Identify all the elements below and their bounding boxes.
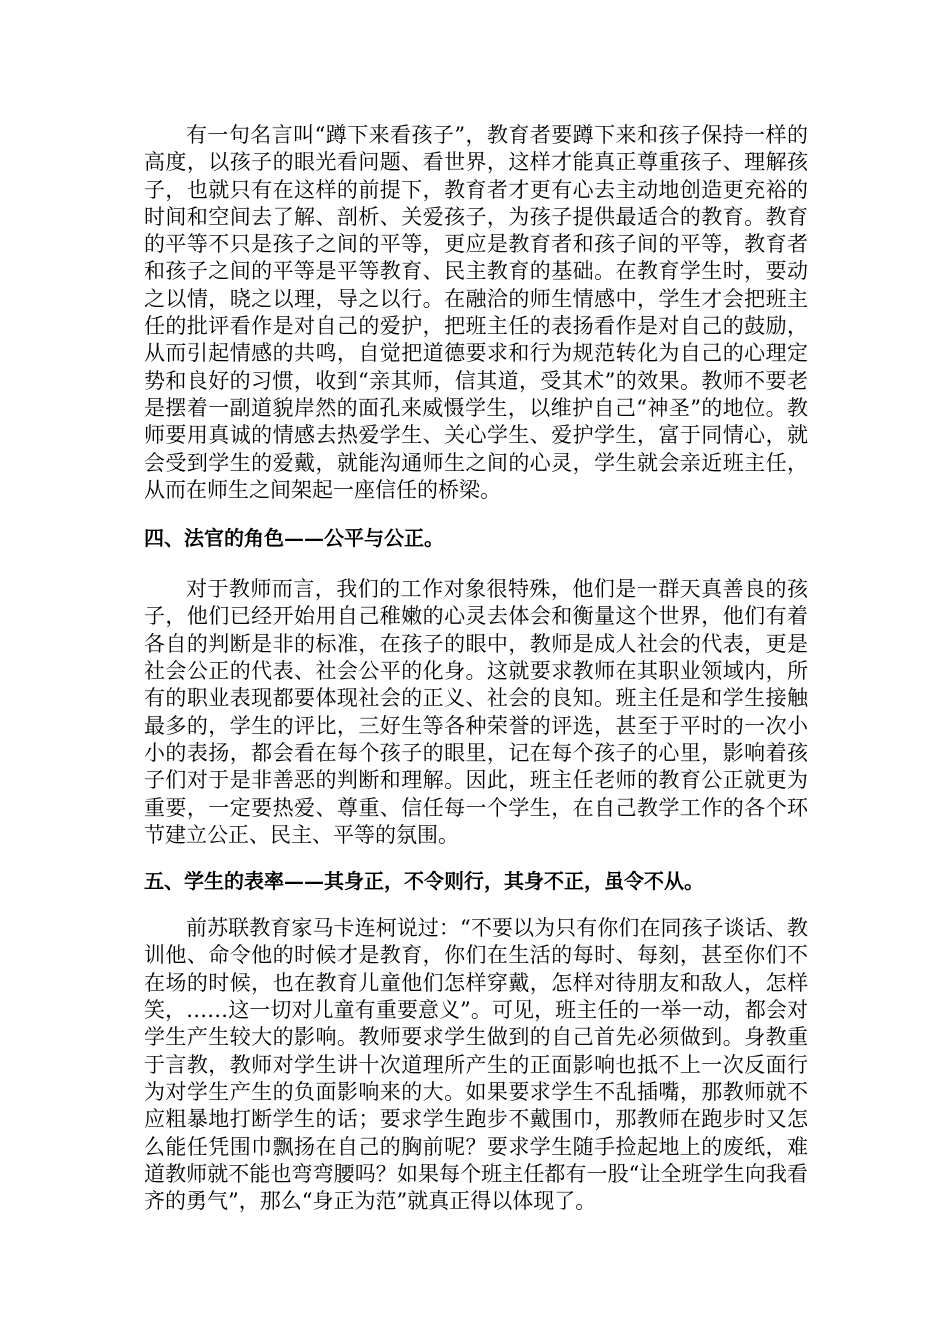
section-heading-role-model: 五、学生的表率——其身正，不令则行，其身不正，虽令不从。 bbox=[144, 869, 704, 894]
section-heading-judge: 四、法官的角色——公平与公正。 bbox=[144, 526, 444, 551]
document-body bbox=[144, 122, 808, 1215]
paragraph-example: 前苏联教育家马卡连柯说过：“不要以为只有你们在同孩子谈话、教训他、命令他的时候才是教育，你们在生活的每时、每刻，甚至你们不在场的时候，也在教育儿童他们怎样穿戴，怎样对待朋友和敌人，怎样笑，……这一切对儿童有重要意义”。可见，班主任的一举一动，都会对学生产生较大的影响。教师要求学生做到的自己首先必须做到。身教重于言教，教师对学生讲十次道理所产生的正面影响也抵不上一次反面行为对学生产生的负面影响来的大。如果要求学生不乱插嘴，那教师就不应粗暴地打断学生的话；要求学生跑步不戴围巾，那教师在跑步时又怎么能任凭围巾飘扬在自己的胸前呢？要求学生随手捡起地上的废纸，难道教师就不能也弯弯腰吗？如果每个班主任都有一股“让全班学生向我看齐的勇气”，那么“身正为范”就真正得以体现了。 bbox=[144, 916, 808, 1214]
paragraph-equality: 有一句名言叫“蹲下来看孩子”，教育者要蹲下来和孩子保持一样的高度，以孩子的眼光看问题、看世界，这样才能真正尊重孩子、理解孩子，也就只有在这样的前提下，教育者才更有心去主动地创造更充裕的时间和空间去了解、剖析、关爱孩子，为孩子提供最适合的教育。教育的平等不只是孩子之间的平等，更应是教育者和孩子间的平等，教育者和孩子之间的平等是平等教育、民主教育的基础。在教育学生时，要动之以情，晓之以理，导之以行。在融洽的师生情感中，学生才会把班主任的批评看作是对自己的爱护，把班主任的表扬看作是对自己的鼓励，从而引起情感的共鸣，自觉把道德要求和行为规范转化为自己的心理定势和良好的习惯，收到“亲其师，信其道，受其术”的效果。教师不要老是摆着一副道貌岸然的面孔来威慑学生，以维护自己“神圣”的地位。教师要用真诚的情感去热爱学生、关心学生、爱护学生，富于同情心，就会受到学生的爱戴，就能沟通师生之间的心灵，学生就会亲近班主任，从而在师生之间架起一座信任的桥梁。 bbox=[144, 123, 808, 502]
paragraph-fairness: 对于教师而言，我们的工作对象很特殊，他们是一群天真善良的孩子，他们已经开始用自己稚嫩的心灵去体会和衡量这个世界，他们有着各自的判断是非的标准，在孩子的眼中，教师是成人社会的代表，更是社会公正的代表、社会公平的化身。这就要求教师在其职业领域内，所有的职业表现都要体现社会的正义、社会的良知。班主任是和学生接触最多的，学生的评比，三好生等各种荣誉的评选，甚至于平时的一次小小的表扬，都会看在每个孩子的眼里，记在每个孩子的心里，影响着孩子们对于是非善恶的判断和理解。因此，班主任老师的教育公正就更为重要，一定要热爱、尊重、信任每一个学生，在自己教学工作的各个环节建立公正、民主、平等的氛围。 bbox=[144, 577, 808, 847]
